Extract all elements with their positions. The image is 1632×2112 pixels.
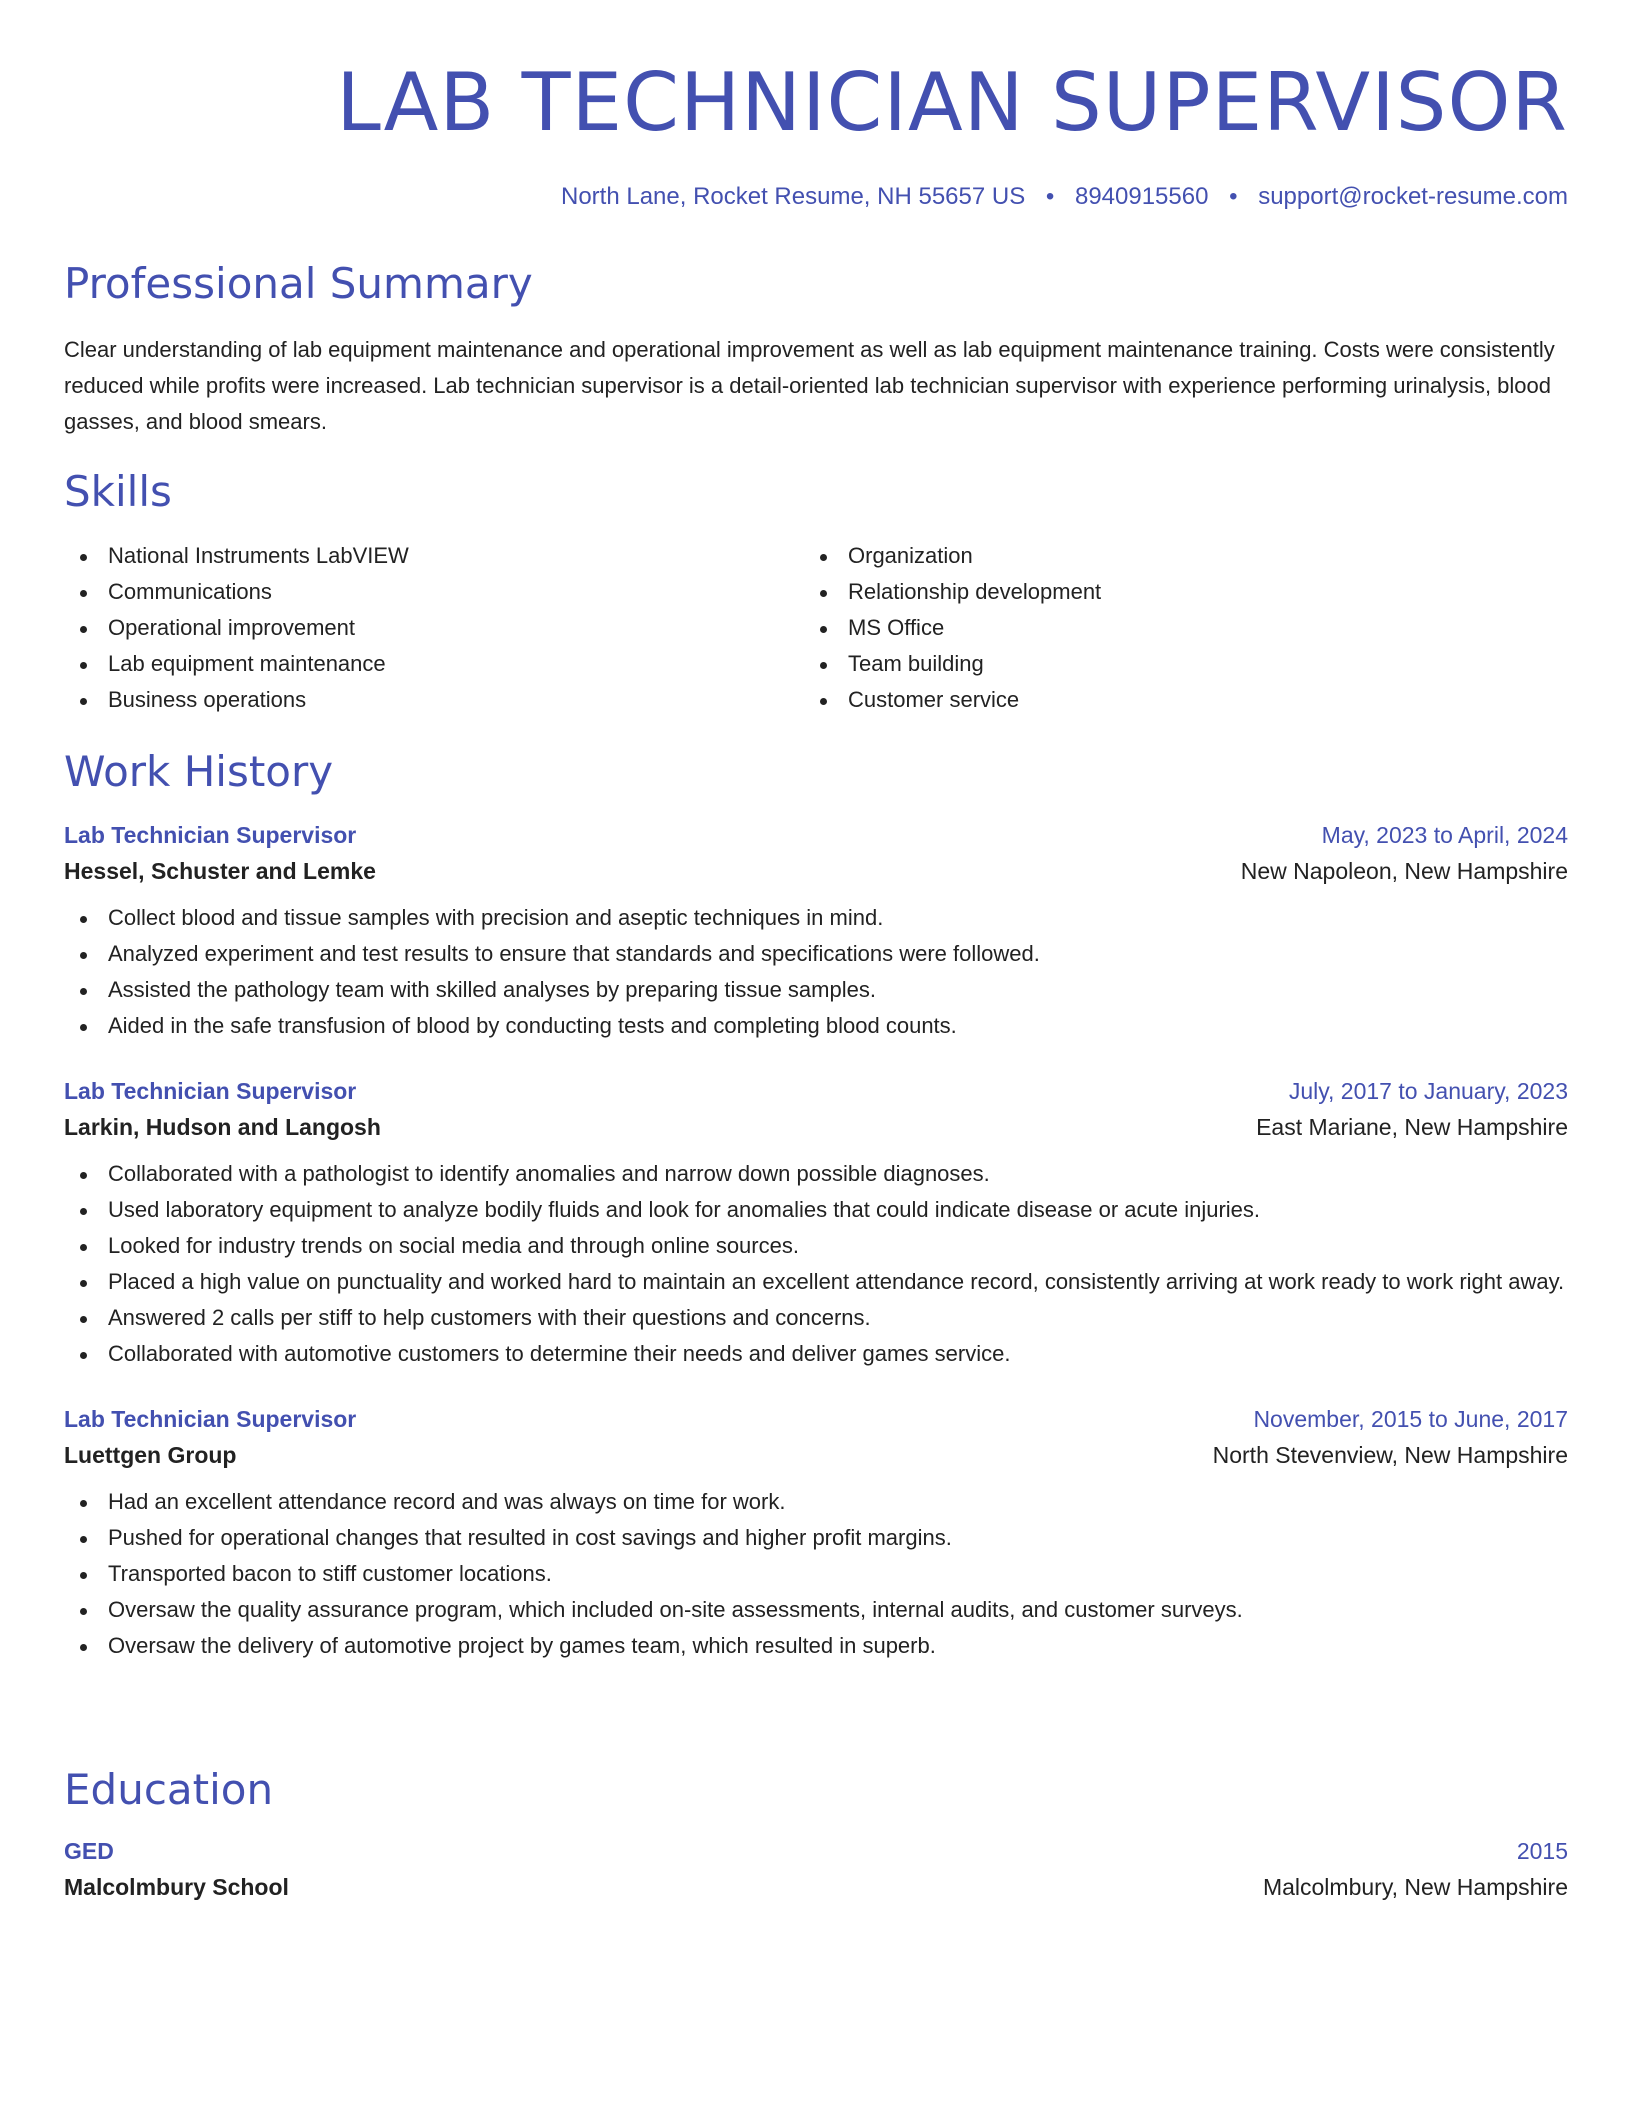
job-title-row xyxy=(64,1402,1568,1436)
job-bullets xyxy=(64,900,1568,1044)
skills-grid xyxy=(64,538,1568,718)
education-degree-row xyxy=(64,1834,1568,1868)
skills-section xyxy=(64,466,1568,718)
job-bullet: Oversaw the quality assurance program, which included on-site assessments, internal audits, and customer surveys. xyxy=(64,1592,1568,1628)
contact-separator: • xyxy=(1229,183,1238,210)
skills-list-right xyxy=(804,538,1544,718)
job-title-row xyxy=(64,818,1568,852)
summary-heading: Professional Summary xyxy=(64,259,533,308)
job-bullet: Looked for industry trends on social media and through online sources. xyxy=(64,1228,1568,1264)
job-entry xyxy=(64,1074,1568,1372)
contact-address: North Lane, Rocket Resume, NH 55657 US xyxy=(560,183,1026,210)
job-dates: July, 2017 to January, 2023 xyxy=(1288,1078,1568,1104)
education-school-row xyxy=(64,1868,1568,1906)
job-bullet: Collect blood and tissue samples with precision and aseptic techniques in mind. xyxy=(64,900,1568,936)
skill-item: Communications xyxy=(64,574,804,610)
education-heading: Education xyxy=(64,1765,274,1814)
job-bullet: Collaborated with a pathologist to identify anomalies and narrow down possible diagnoses. xyxy=(64,1156,1568,1192)
job-employer-row xyxy=(64,1108,1568,1146)
skill-item: Relationship development xyxy=(804,574,1544,610)
job-bullets xyxy=(64,1484,1568,1664)
job-bullet: Answered 2 calls per stiff to help customers with their questions and concerns. xyxy=(64,1300,1568,1336)
job-location: North Stevenview, New Hampshire xyxy=(1212,1442,1568,1468)
contact-line xyxy=(64,182,1568,212)
skill-item: Lab equipment maintenance xyxy=(64,646,804,682)
skill-item: Organization xyxy=(804,538,1544,574)
skill-item: National Instruments LabVIEW xyxy=(64,538,804,574)
job-employer-row xyxy=(64,852,1568,890)
work-history-section xyxy=(64,746,1568,1664)
skill-item: Business operations xyxy=(64,682,804,718)
job-location: New Napoleon, New Hampshire xyxy=(1240,858,1568,884)
job-bullet: Pushed for operational changes that resulted in cost savings and higher profit margins. xyxy=(64,1520,1568,1556)
job-employer-row xyxy=(64,1436,1568,1474)
job-bullet: Had an excellent attendance record and was always on time for work. xyxy=(64,1484,1568,1520)
job-dates: November, 2015 to June, 2017 xyxy=(1253,1406,1568,1432)
education-degree: GED xyxy=(64,1838,114,1864)
job-bullets xyxy=(64,1156,1568,1372)
job-title: Lab Technician Supervisor xyxy=(64,1406,357,1432)
job-bullet: Placed a high value on punctuality and worked hard to maintain an excellent attendance record, consistently arriving at work ready to work right away. xyxy=(64,1264,1568,1300)
work-history-heading: Work History xyxy=(64,747,334,796)
skill-item: Operational improvement xyxy=(64,610,804,646)
job-location: East Mariane, New Hampshire xyxy=(1256,1114,1568,1140)
contact-phone: 8940915560 xyxy=(1074,183,1209,210)
job-title: Lab Technician Supervisor xyxy=(64,822,357,848)
skills-list-left xyxy=(64,538,804,718)
job-employer: Hessel, Schuster and Lemke xyxy=(64,858,376,884)
resume-page xyxy=(64,0,1568,1900)
job-entry xyxy=(64,1402,1568,1664)
job-bullet: Analyzed experiment and test results to ensure that standards and specifications were followed. xyxy=(64,936,1568,972)
resume-title: LAB TECHNICIAN SUPERVISOR xyxy=(336,56,1568,149)
education-location: Malcolmbury, New Hampshire xyxy=(1262,1874,1568,1900)
education-section xyxy=(64,1764,1568,1906)
education-year: 2015 xyxy=(1516,1838,1568,1864)
job-title-row xyxy=(64,1074,1568,1108)
job-employer: Luettgen Group xyxy=(64,1442,237,1468)
job-bullet: Used laboratory equipment to analyze bodily fluids and look for anomalies that could indicate disease or acute injuries. xyxy=(64,1192,1568,1228)
contact-email: support@rocket-resume.com xyxy=(1258,183,1568,210)
skills-heading: Skills xyxy=(64,467,172,516)
education-school: Malcolmbury School xyxy=(64,1874,289,1900)
job-entry xyxy=(64,818,1568,1044)
job-bullet: Transported bacon to stiff customer locations. xyxy=(64,1556,1568,1592)
skill-item: MS Office xyxy=(804,610,1544,646)
job-employer: Larkin, Hudson and Langosh xyxy=(64,1114,381,1140)
skill-item: Customer service xyxy=(804,682,1544,718)
job-title: Lab Technician Supervisor xyxy=(64,1078,357,1104)
job-bullet: Oversaw the delivery of automotive project by games team, which resulted in superb. xyxy=(64,1628,1568,1664)
summary-text: Clear understanding of lab equipment maintenance and operational improvement as well as lab equipment maintenance training. Costs were consistently reduced while profits were increased. Lab technician supervisor is a detail-oriented lab technician supervisor with experience performing urinalysis, blood gasses, and blood smears. xyxy=(64,337,1555,434)
job-bullet: Collaborated with automotive customers to determine their needs and deliver games service. xyxy=(64,1336,1568,1372)
job-bullet: Assisted the pathology team with skilled analyses by preparing tissue samples. xyxy=(64,972,1568,1008)
contact-separator: • xyxy=(1045,183,1055,210)
job-dates: May, 2023 to April, 2024 xyxy=(1321,822,1568,848)
summary-section xyxy=(64,258,1568,440)
skill-item: Team building xyxy=(804,646,1544,682)
job-bullet: Aided in the safe transfusion of blood by conducting tests and completing blood counts. xyxy=(64,1008,1568,1044)
